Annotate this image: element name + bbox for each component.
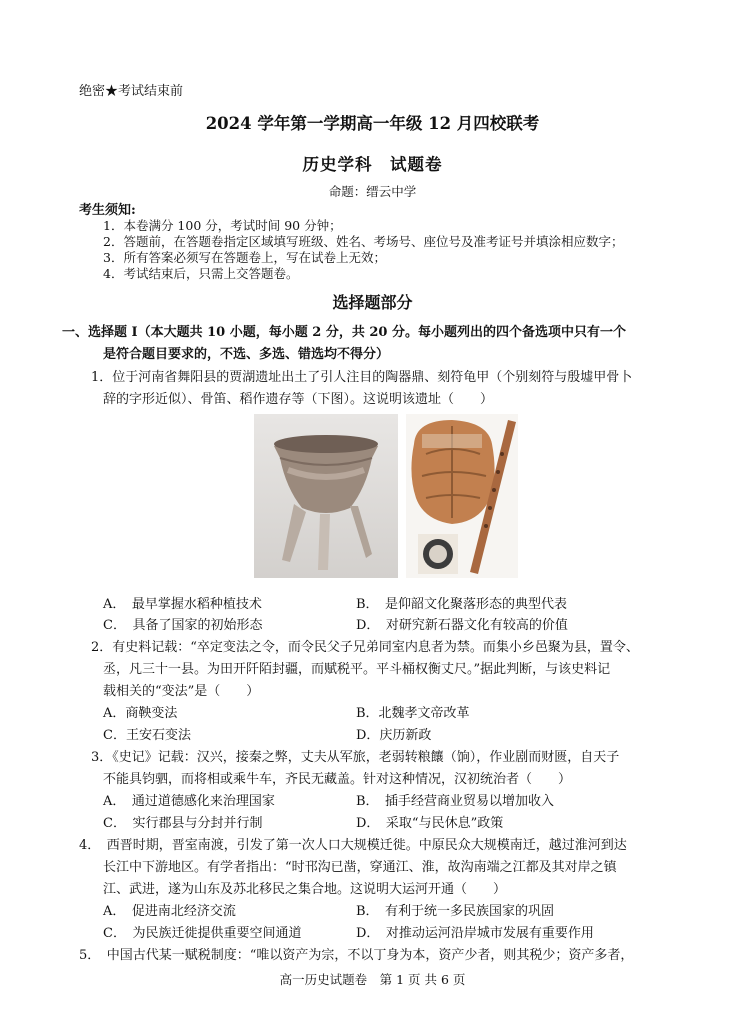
exam-title: 2024 学年第一学期高一年级 12 月四校联考	[205, 114, 540, 133]
question-2-option-b: B．北魏孝文帝改革	[356, 706, 470, 721]
question-5-text: 5． 中国古代某一赋税制度：“唯以资产为宗，不以丁身为本，资产少者，则其税少；资产多者，	[79, 948, 634, 963]
question-3-text: 不能具钧驷，而将相或乘牛车，齐民无藏盖。针对这种情况，汉初统治者（ ）	[103, 772, 572, 787]
question-4-option-d: D． 对推动运河沿岸城市发展有重要作用	[356, 926, 594, 941]
page-footer: 高一历史试题卷 第 1 页 共 6 页	[279, 972, 466, 987]
notice-item: 4．考试结束后，只需上交答题卷。	[103, 266, 299, 281]
question-2-text: 2．有史料记载：“卒定变法之令，而令民父子兄弟同室内息者为禁。而集小乡邑聚为县，置令、	[91, 640, 639, 655]
question-4-option-c: C． 为民族迁徙提供重要空间通道	[103, 926, 302, 941]
section-title: 选择题部分	[332, 293, 413, 312]
question-4-text: 长江中下游地区。有学者指出：“时邗沟已凿，穿通江、淮，故沟南端之江都及其对岸之镇	[103, 860, 617, 875]
question-4-text: 4． 西晋时期，晋室南渡，引发了第一次人口大规模迁徙。中原民众大规模南迁，越过淮河到达	[79, 838, 627, 853]
question-3-option-d: D． 采取“与民休息”政策	[356, 816, 504, 831]
question-1-option-a: A． 最早掌握水稻种植技术	[103, 597, 262, 612]
question-4-option-b: B． 有利于统一多民族国家的巩固	[356, 904, 555, 919]
confidential-mark: 绝密★考试结束前	[79, 84, 184, 99]
question-3-text: 3．《史记》记载：汉兴，接秦之弊，丈夫从军旅，老弱转粮饟（饷），作业剧而财匮，自天子	[91, 750, 620, 765]
question-2-text: 丞，凡三十一县。为田开阡陌封疆，而赋税平。平斗桶权衡丈尺。”据此判断，与该史料记	[103, 662, 611, 677]
question-1-text: 辞的字形近似）、骨笛、稻作遗存等（下图）。这说明该遗址（ ）	[103, 392, 494, 407]
question-4-text: 江、武进，遂为山东及苏北移民之集合地。这说明大运河开通（ ）	[103, 882, 507, 897]
artifacts-photo	[406, 414, 518, 578]
question-3-option-b: B． 插手经营商业贸易以增加收入	[356, 794, 555, 809]
pottery-ding-photo	[254, 414, 398, 578]
question-3-option-a: A． 通过道德感化来治理国家	[103, 794, 275, 809]
notice-title: 考生须知:	[79, 203, 136, 218]
question-4-option-a: A． 促进南北经济交流	[103, 904, 236, 919]
notice-item: 2．答题前，在答题卷指定区域填写班级、姓名、考场号、座位号及准考证号并填涂相应数字；	[103, 234, 624, 249]
question-2-option-d: D．庆历新政	[356, 728, 432, 743]
part-instructions-cont: 是符合题目要求的，不选、多选、错选均不得分）	[103, 347, 390, 362]
part-instructions: 一、选择题 I（本大题共 10 小题，每小题 2 分，共 20 分。每小题列出的四个备选项中只有一个	[62, 325, 626, 340]
question-1-option-c: C． 具备了国家的初始形态	[103, 618, 263, 633]
question-1-option-d: D． 对研究新石器文化有较高的价值	[356, 618, 568, 633]
question-2-text: 载相关的“变法”是（ ）	[103, 684, 260, 699]
notice-item: 1．本卷满分 100 分，考试时间 90 分钟；	[103, 218, 342, 233]
exam-subtitle: 历史学科 试题卷	[302, 155, 443, 174]
question-1-text: 1．位于河南省舞阳县的贾湖遗址出土了引人注目的陶器鼎、刻符龟甲（个别刻符与殷墟甲骨卜	[91, 370, 633, 385]
question-2-option-a: A．商鞅变法	[103, 706, 178, 721]
question-3-option-c: C． 实行郡县与分封并行制	[103, 816, 263, 831]
question-2-option-c: C．王安石变法	[103, 728, 191, 743]
notice-item: 3．所有答案必须写在答题卷上，写在试卷上无效；	[103, 250, 386, 265]
exam-author: 命题：缙云中学	[328, 184, 417, 199]
question-1-option-b: B． 是仰韶文化聚落形态的典型代表	[356, 597, 568, 612]
